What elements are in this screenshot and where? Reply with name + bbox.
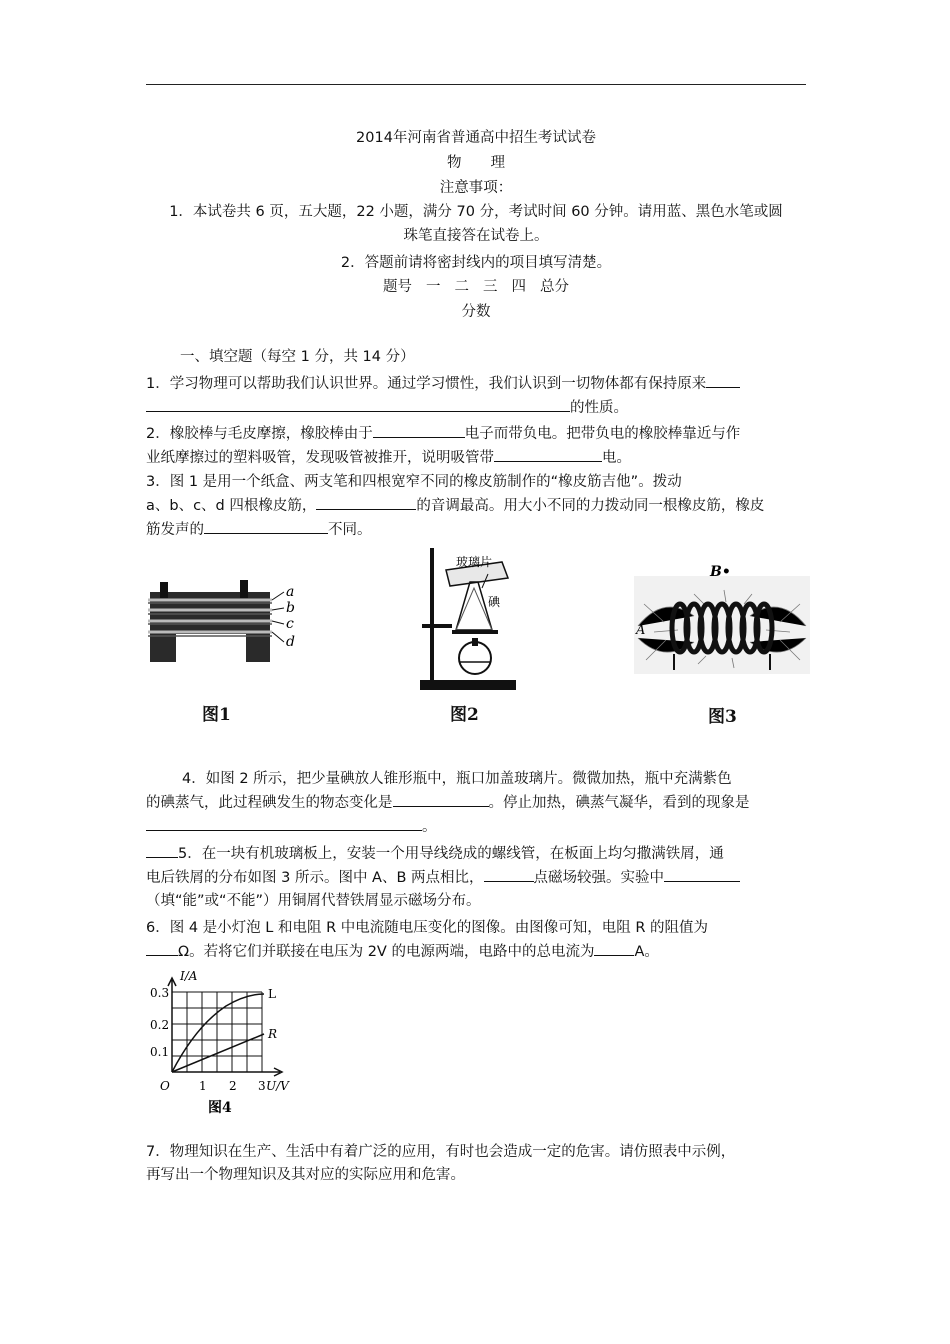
notice-2: 2．答题前请将密封线内的项目填写清楚。 [340,255,612,271]
fig2-iodine-label: 碘 [488,595,501,609]
notice-1a: 1．本试卷共 6 页，五大题，22 小题，满分 70 分，考试时间 60 分钟。请用蓝、黑色水笔或圆 [169,204,783,220]
question-5: 5．在一块有机玻璃板上，安装一个用导线绕成的螺线管，在板面上均匀撒满铁屑，通 电后铁屑的分布如图 3 所示。图中 A、B 两点相比， 点磁场较强。实验中 （填“能”或“不能”）用铜屑代替铁屑显示磁场分布。 [146,842,808,913]
score-header-cell: 题号 [383,279,412,295]
fig1-label: c [286,616,294,632]
figure-2-iodine-flask [412,544,530,692]
fig4-x-tick: 3 [258,1079,266,1093]
question-4: 4．如图 2 所示，把少量碘放人锥形瓶中，瓶口加盖玻璃片。微微加热，瓶中充满紫色 的碘蒸气，此过程碘发生的物态变化是 。停止加热，碘蒸气凝华，看到的现象是 。 [146,771,750,835]
notice-heading: 注意事项： [439,180,513,196]
fig4-x-tick: 1 [199,1079,207,1093]
answer-blank[interactable] [146,396,570,412]
score-header-cell: 总分 [540,279,569,295]
score-header-cell: 一 [426,279,441,295]
exam-title: 2014年河南省普通高中招生考试试卷 [356,130,596,146]
figure-4-caption: 图4 [208,1100,232,1116]
figure-3-caption: 图3 [708,707,737,727]
question-3: 3．图 1 是用一个纸盒、两支笔和四根宽窄不同的橡皮筋制作的“橡皮筋吉他”。拨动 a、b、c、d 四根橡皮筋， 的音调最高。用大小不同的力拨动同一根橡皮筋，橡皮 筋发声的 不同。 [146,474,765,538]
figure-3-solenoid [634,564,810,674]
question-7: 7．物理知识在生产、生活中有着广泛的应用，有时也会造成一定的危害。请仿照表中示例， 再写出一个物理知识及其对应的实际应用和危害。 [146,1144,736,1183]
fig1-label: b [286,600,295,616]
answer-blank[interactable] [373,422,465,438]
fig4-y-label: I/A [180,969,198,983]
fig4-curve-r: R [268,1027,278,1041]
fig4-y-tick: 0.3 [150,986,170,1000]
fig3-label-a: A [636,623,646,638]
answer-blank[interactable] [204,518,328,534]
score-table-header [146,277,806,297]
answer-blank[interactable] [146,940,178,956]
answer-blank[interactable] [146,842,178,858]
figure-2-caption: 图2 [450,705,479,725]
answer-blank[interactable] [393,791,489,807]
answer-blank[interactable] [146,815,422,831]
fig4-x-label: U/V [266,1079,289,1093]
score-row-label: 分数 [461,304,491,320]
question-1: 1．学习物理可以帮助我们认识世界。通过学习惯性，我们认识到一切物体都有保持原来 的性质。 [146,372,808,420]
answer-blank[interactable] [594,940,634,956]
subject-name: 物 理 [447,155,505,171]
fig4-y-tick: 0.1 [150,1045,170,1059]
score-header-cell: 三 [483,279,498,295]
score-header-cell: 四 [511,279,526,295]
fig4-curve-l: L [268,987,276,1001]
answer-blank[interactable] [706,372,740,388]
fig1-label: d [286,634,295,650]
fig4-x-tick: 2 [229,1079,237,1093]
fig4-y-tick: 0.2 [150,1018,170,1032]
fig3-label-b: B• [710,564,731,580]
question-2: 2．橡胶棒与毛皮摩擦，橡胶棒由于 电子而带负电。把带负电的橡胶棒靠近与作 业纸摩擦过的塑料吸管，发现吸管被推开，说明吸管带 电。 [146,422,808,470]
section-heading: 一、填空题（每空 1 分，共 14 分） [180,349,415,365]
fig2-glass-label: 玻璃片 [456,555,493,569]
answer-blank[interactable] [664,866,740,882]
notice-1b: 珠笔直接答在试卷上。 [403,228,549,244]
figure-4-iu-graph [146,966,306,1120]
fig1-label: a [286,584,295,600]
score-header-cell: 二 [454,279,469,295]
figure-1-caption: 图1 [202,705,231,725]
top-rule [146,84,806,85]
answer-blank[interactable] [316,494,416,510]
question-6: 6．图 4 是小灯泡 L 和电阻 R 中电流随电压变化的图像。由图像可知，电阻 R 的阻值为 Ω。若将它们并联接在电压为 2V 的电源两端，电路中的总电流为 A。 [146,920,709,960]
answer-blank[interactable] [494,446,602,462]
figure-1-rubber-band-guitar [146,576,316,672]
answer-blank[interactable] [484,866,534,882]
fig4-origin: O [160,1079,170,1093]
